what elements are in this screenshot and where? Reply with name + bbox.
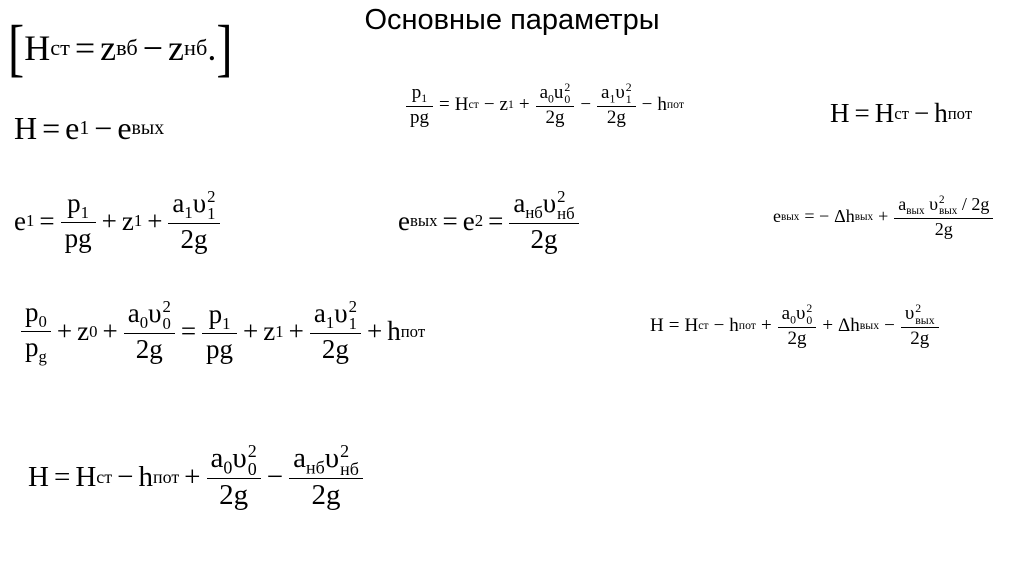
denominator: 2g	[778, 327, 817, 350]
operator: +	[760, 315, 772, 337]
symbol: H	[75, 460, 97, 493]
operator: +	[878, 206, 889, 227]
subscript: 1	[421, 92, 428, 106]
operator: =	[442, 205, 458, 236]
subscript: пот	[666, 98, 685, 112]
subscript: 0	[548, 92, 554, 106]
subscript: вых	[781, 210, 800, 223]
symbol: p	[25, 297, 39, 327]
fraction	[780, 303, 815, 350]
fraction	[204, 299, 235, 365]
subscript: вых	[854, 210, 874, 223]
operator: +	[147, 205, 163, 236]
period: .	[207, 28, 217, 68]
superscript: 2	[625, 81, 632, 94]
symbol: e	[65, 110, 80, 146]
operator: =	[74, 28, 96, 68]
subscript: 1	[348, 314, 357, 334]
subscript: 1	[325, 313, 335, 333]
subscript: пот	[152, 466, 180, 487]
fraction	[170, 188, 217, 255]
operator: +	[56, 316, 73, 347]
subscript: 1	[79, 117, 90, 139]
symbol: e	[462, 205, 475, 236]
superscript: 2	[247, 441, 257, 462]
subscript: 2	[474, 211, 484, 231]
symbol: e	[398, 205, 410, 236]
subscript: ст	[468, 98, 479, 112]
fraction	[408, 82, 431, 129]
symbol: z	[499, 94, 508, 116]
subscript: нб	[557, 203, 575, 223]
subscript: 1	[625, 92, 632, 106]
symbol: e	[14, 205, 26, 236]
subscript: ст	[96, 466, 113, 487]
operator: −	[266, 460, 284, 493]
superscript: 2	[340, 441, 350, 462]
symbol: H	[830, 98, 850, 128]
formula-head-outlet-loss	[650, 303, 940, 350]
operator: −	[142, 28, 164, 68]
symbol: h	[657, 94, 667, 116]
fraction	[209, 442, 259, 513]
subscript: вых	[915, 313, 935, 327]
symbol: H	[650, 315, 664, 337]
formula-pressure-ratio	[405, 82, 684, 129]
subscript: пот	[947, 103, 973, 123]
subscript: ст	[894, 103, 909, 123]
subscript: 0	[564, 92, 571, 106]
formula-head-static	[830, 98, 972, 129]
symbol: e	[773, 206, 781, 227]
subscript: 1	[80, 203, 90, 223]
subscript: 1	[222, 313, 231, 333]
subscript: вых	[939, 204, 958, 217]
operator: −	[713, 315, 725, 337]
subscript: ст	[698, 319, 709, 333]
operator: −	[884, 315, 895, 337]
symbol: a	[293, 442, 306, 474]
subscript: ст	[50, 35, 70, 60]
operator: +	[518, 94, 530, 116]
denominator: pg	[61, 222, 96, 254]
symbol: H	[14, 110, 38, 146]
operator: =	[668, 315, 680, 337]
symbol: u	[553, 82, 564, 104]
fraction	[538, 82, 573, 129]
subscript: пот	[400, 321, 426, 341]
operator: =	[854, 98, 870, 128]
symbol: a	[898, 194, 907, 214]
slide-title: Основные параметры	[364, 4, 660, 36]
subscript: нб	[184, 35, 208, 60]
operator: =	[488, 205, 504, 236]
denominator: pg	[202, 333, 237, 365]
fraction	[63, 188, 94, 254]
symbol: z	[168, 28, 185, 68]
fraction	[312, 298, 359, 365]
operator: =	[180, 316, 197, 347]
symbol: p	[411, 82, 422, 104]
denominator: 2g	[901, 327, 939, 350]
operator: −	[641, 94, 653, 116]
operator: +	[184, 460, 201, 493]
superscript: 2	[939, 193, 945, 206]
superscript: 2	[348, 297, 357, 317]
subscript: 1	[184, 202, 193, 222]
operator: +	[102, 316, 118, 347]
symbol: z	[263, 316, 276, 347]
denominator: 2g	[509, 223, 578, 255]
symbol: z	[121, 205, 134, 236]
denominator: 2g	[894, 218, 993, 240]
symbol: Δh	[834, 206, 855, 227]
subscript: 1	[207, 203, 216, 223]
superscript: 2	[564, 81, 571, 94]
operator: +	[243, 316, 259, 347]
superscript: 2	[162, 297, 171, 317]
subscript: нб	[305, 457, 325, 478]
subscript: 1	[275, 321, 284, 341]
symbol: a	[513, 188, 526, 218]
formula-energy-outlet-loss	[773, 194, 994, 239]
fraction	[903, 303, 937, 349]
symbol: υ	[796, 303, 806, 325]
symbol: υ	[192, 188, 207, 218]
subscript: 1	[25, 211, 35, 231]
symbol: a	[127, 298, 140, 329]
symbol: υ	[148, 298, 162, 329]
operator: −	[117, 460, 134, 493]
formula-energy-outlet	[398, 188, 580, 255]
symbol: a	[781, 303, 791, 325]
denominator: 2g	[168, 223, 219, 255]
superscript: 2	[806, 302, 813, 315]
fraction	[599, 82, 634, 129]
superscript: 2	[207, 187, 216, 207]
operator: +	[101, 205, 117, 236]
left-bracket: [	[8, 12, 25, 84]
subscript: 0	[162, 314, 171, 334]
formula-head-energy	[14, 110, 164, 147]
symbol: a	[210, 442, 224, 474]
symbol: h	[387, 316, 401, 347]
subscript: 1	[133, 211, 143, 231]
symbol: υ	[904, 303, 915, 325]
denominator: 2g	[597, 106, 636, 129]
superscript: 2	[915, 302, 922, 316]
operator: +	[288, 316, 304, 347]
formula-bernoulli	[20, 297, 425, 366]
denominator: 2g	[289, 478, 363, 512]
denominator: pg	[406, 106, 433, 129]
superscript: 2	[557, 187, 566, 207]
denominator: 2g	[207, 478, 261, 512]
subscript: вых	[906, 204, 925, 217]
operator: =	[439, 94, 450, 116]
symbol: υ	[324, 442, 340, 474]
operator: +	[822, 315, 834, 337]
fraction	[511, 188, 576, 255]
formula-head-final	[28, 442, 364, 513]
subscript: 0	[223, 457, 233, 478]
symbol: a	[539, 82, 549, 104]
fraction	[23, 297, 49, 366]
symbol: / 2g	[961, 194, 990, 214]
formula-energy-inlet	[14, 188, 221, 255]
symbol: e	[117, 110, 132, 146]
symbol: p	[67, 188, 81, 219]
symbol: h	[934, 98, 948, 128]
subscript: вых	[859, 319, 880, 333]
denominator: 2g	[310, 333, 361, 365]
symbol: h	[138, 460, 153, 493]
operator: −	[483, 94, 495, 116]
symbol: H	[874, 98, 895, 128]
subscript: 0	[806, 313, 813, 327]
denominator: 2g	[124, 333, 175, 365]
symbol: Δh	[838, 315, 860, 337]
symbol: z	[100, 28, 117, 68]
operator: =	[42, 110, 61, 146]
subscript: 0	[139, 313, 149, 333]
fraction	[291, 442, 361, 513]
subscript: 0	[38, 311, 47, 331]
symbol: υ	[542, 188, 557, 218]
symbol: h	[729, 315, 739, 337]
symbol: H	[24, 28, 51, 68]
subscript: 1	[609, 92, 616, 106]
symbol: z	[77, 316, 90, 347]
subscript: вых	[409, 211, 438, 231]
denominator: 2g	[536, 106, 575, 129]
symbol: υ	[334, 298, 348, 329]
operator: +	[366, 316, 383, 347]
subscript: вб	[116, 35, 138, 60]
symbol: a	[313, 298, 326, 329]
subscript: g	[38, 346, 47, 366]
symbol: H	[684, 315, 699, 337]
subscript: нб	[525, 202, 543, 222]
symbol: υ	[232, 442, 247, 474]
right-bracket: ]	[216, 12, 233, 84]
subscript: 0	[790, 313, 796, 327]
symbol: H	[28, 460, 49, 493]
operator: −	[94, 110, 113, 146]
formula-static-head	[8, 12, 233, 84]
fraction	[896, 194, 991, 239]
operator: = −	[804, 206, 830, 227]
symbol: p	[25, 332, 39, 363]
subscript: вых	[131, 117, 165, 139]
symbol: p	[208, 298, 223, 329]
symbol: υ	[615, 82, 625, 104]
operator: −	[913, 98, 930, 128]
fraction	[126, 298, 173, 365]
symbol: υ	[929, 194, 938, 214]
subscript: 0	[247, 459, 257, 480]
symbol: a	[172, 188, 185, 218]
symbol: a	[601, 82, 610, 104]
subscript: пот	[738, 319, 756, 333]
subscript: 1	[507, 98, 514, 112]
subscript: нб	[340, 459, 359, 480]
symbol: H	[454, 94, 469, 116]
subscript: 0	[89, 321, 98, 341]
operator: −	[580, 94, 592, 116]
operator: =	[53, 460, 71, 493]
operator: =	[39, 205, 55, 236]
